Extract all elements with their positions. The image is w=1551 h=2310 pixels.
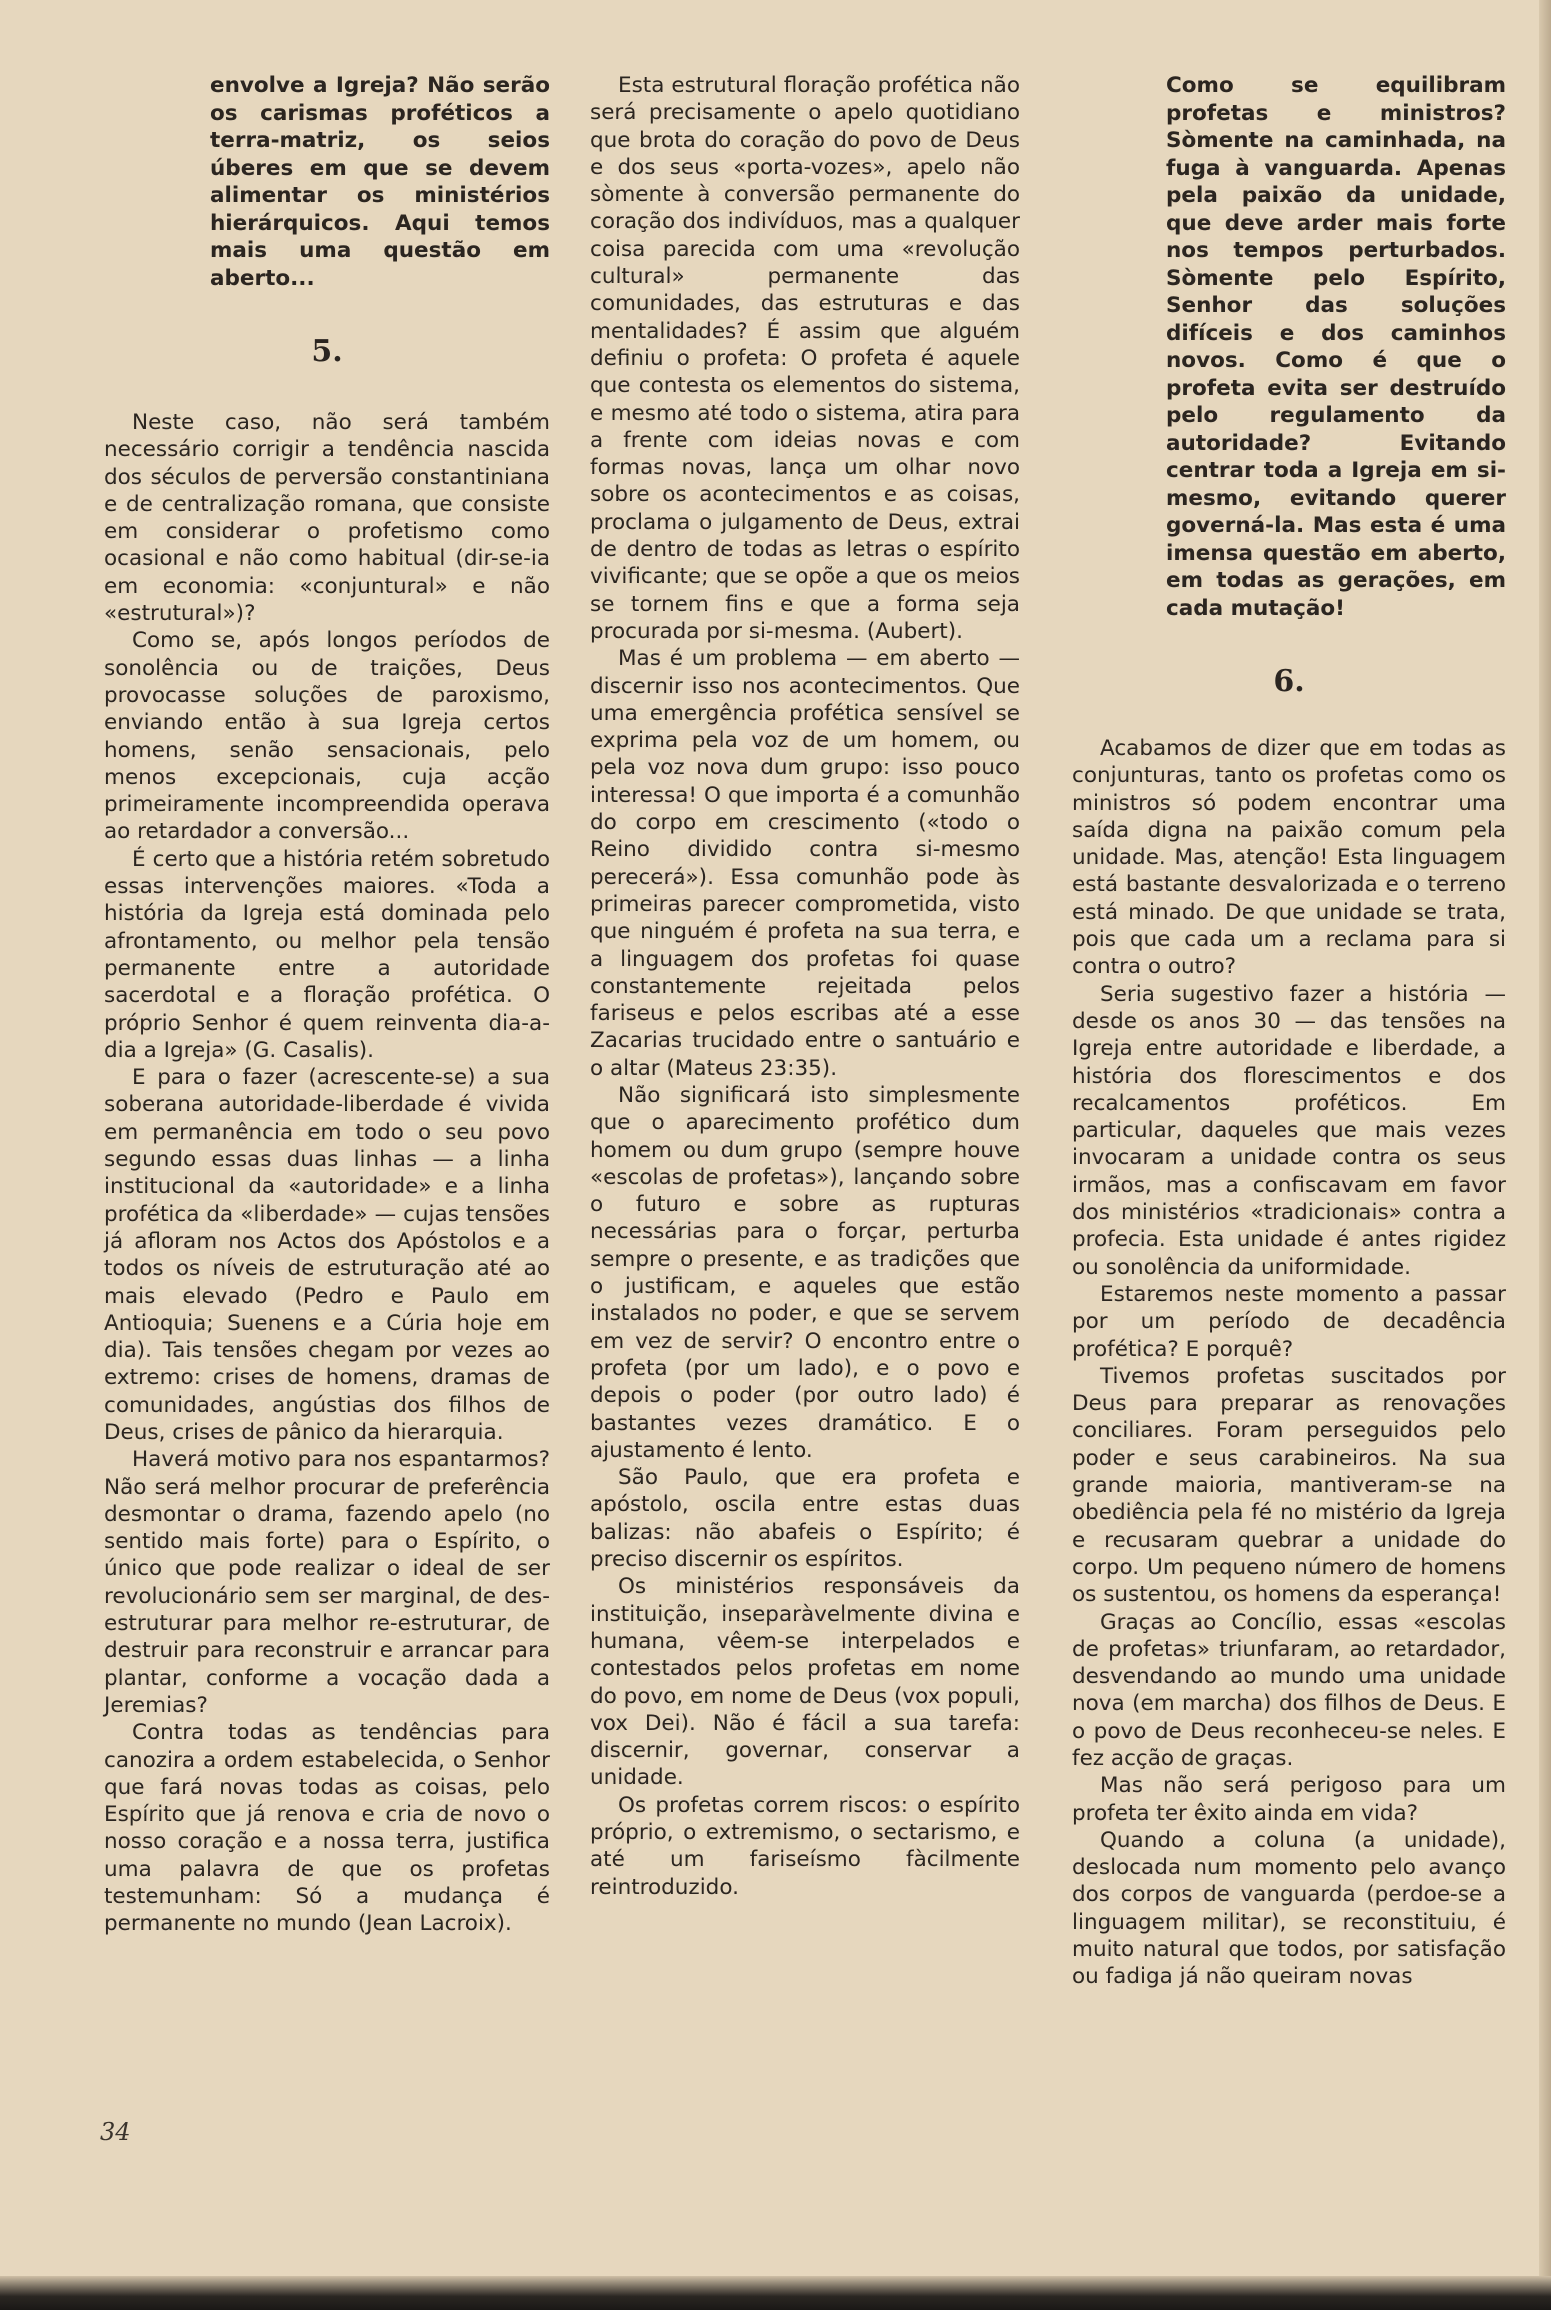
paragraph: Seria sugestivo fazer a história — desde os anos 30 — das tensões na Igreja entre autoridade e liberdade, a história dos florescimentos e dos recalcamentos proféticos. Em particular, daqueles que mais vezes invocaram a unidade contra os seus irmãos, mas a confiscavam em favor dos ministérios «tradicionais» contra a profecia. Esta unidade é antes rigidez ou sonolência da uniformidade. (1072, 981, 1506, 1280)
paragraph: Esta estrutural floração profética não será precisamente o apelo quotidiano que brota do coração do povo de Deus e dos seus «porta-vozes», apelo não sòmente à conversão permanente do coração dos indivíduos, mas a qualquer coisa parecida com uma «revolução cultural» permanente das comunidades, das estruturas e das mentalidades? É assim que alguém definiu o profeta: O profeta é aquele que contesta os elementos do sistema, e mesmo até todo o sistema, atira para a frente com ideias novas e com formas novas, lança um olhar novo sobre os acontecimentos e as coisas, proclama o julgamento de Deus, extrai de dentro de todas as letras o espírito vivificante; que se opõe a que os meios se tornem fins e que a forma seja procurada por si-mesma. (Aubert). (590, 73, 1020, 644)
paragraph: E para o fazer (acrescente-se) a sua soberana autoridade-liberdade é vivida em permanência em todo o seu povo segundo essas duas linhas — a linha institucional da «autoridade» e a linha profética da «liberdade» — cujas tensões já afloram nos Actos dos Apóstolos e a todos os níveis de estruturação até ao mais elevado (Pedro e Paulo em Antioquia; Suenens e a Cúria hoje em dia). Tais tensões chegam por vezes ao extremo: crises de homens, dramas de comunidades, angústias dos filhos de Deus, crises de pânico da hierarquia. (104, 1065, 550, 1445)
text-column-1 (104, 72, 550, 1938)
paragraph: Tivemos profetas suscitados por Deus para preparar as renovações conciliares. Foram perseguidos pelo poder e seus carabineiros. Na sua grande maioria, mantiveram-se na obediência pela fé no mistério da Igreja e recusaram quebrar a unidade do corpo. Um pequeno número de homens os sustentou, os homens da esperança! (1072, 1363, 1506, 1608)
paragraph: Neste caso, não será também necessário corrigir a tendência nascida dos séculos de perversão constantiniana e de centralização romana, que consiste em considerar o profetismo como ocasional e não como habitual (dir-se-ia em economia: «conjuntural» e não «estrutural»)? (104, 410, 550, 627)
paragraph: Mas não será perigoso para um profeta ter êxito ainda em vida? (1072, 1773, 1506, 1826)
text-column-3 (1072, 72, 1506, 1991)
paragraph: Acabamos de dizer que em todas as conjunturas, tanto os profetas como os ministros só podem encontrar uma saída digna na paixão comum pela unidade. Mas, atenção! Esta linguagem está bastante desvalorizada e o terreno está minado. De que unidade se trata, pois que cada um a reclama para si contra o outro? (1072, 736, 1506, 980)
paragraph: Haverá motivo para nos espantarmos? Não será melhor procurar de preferência desmontar o drama, fazendo apelo (no sentido mais forte) para o Espírito, o único que pode realizar o ideal de ser revolucionário sem ser marginal, de des-estruturar para melhor re-estruturar, de destruir para reconstruir e arrancar para plantar, conforme a vocação dada a Jeremias? (104, 1447, 550, 1718)
paragraph: Mas é um problema — em aberto — discernir isso nos acontecimentos. Que uma emergência profética sensível se exprima pela voz de um homem, ou pela voz nova dum grupo: isso pouco interessa! O que importa é a comunhão do corpo em crescimento («todo o Reino dividido contra si-mesmo perecerá»). Essa comunhão pode às primeiras parecer comprometida, visto que ninguém é profeta na sua terra, e a linguagem dos profetas foi quase constantemente rejeitada pelos fariseus e pelos escribas até a esse Zacarias trucidado entre o santuário e o altar (Mateus 23:35). (590, 646, 1020, 1081)
section-heading-6: 6. (1273, 664, 1305, 699)
paragraph: Não significará isto simplesmente que o aparecimento profético dum homem ou dum grupo (sempre houve «escolas de profetas»), lançando sobre o futuro e sobre as rupturas necessárias para o forçar, perturba sempre o presente, e as tradições que o justificam, e aqueles que estão instalados no poder, e que se servem em vez de servir? O encontro entre o profeta (por um lado), e o povo e depois o poder (por outro lado) é bastantes vezes dramático. E o ajustamento é lento. (590, 1082, 1020, 1463)
scan-bottom-edge (0, 2276, 1551, 2310)
paragraph: Como se, após longos períodos de sonolência ou de traições, Deus provocasse soluções de paroxismo, enviando então à sua Igreja certos homens, senão sensacionais, pelo menos excepcionais, cuja acção primeiramente incompreendida operava ao retardador a conversão... (104, 628, 550, 845)
paragraph: Graças ao Concílio, essas «escolas de profetas» triunfaram, ao retardador, desvendando ao mundo uma unidade nova (em marcha) dos filhos de Deus. E o povo de Deus reconheceu-se neles. E fez acção de graças. (1072, 1609, 1506, 1771)
paragraph: São Paulo, que era profeta e apóstolo, oscila entre estas duas balizas: não abafeis o Espírito; é preciso discernir os espíritos. (590, 1465, 1020, 1573)
paragraph: Contra todas as tendências para canozira a ordem estabelecida, o Senhor que fará novas todas as coisas, pelo Espírito que já renova e cria de novo o nosso coração e a nossa terra, justifica uma palavra de que os profetas testemunham: Só a mudança é permanente no mundo (Jean Lacroix). (104, 1720, 550, 1937)
column-intro-bold: Como se equilibram profetas e ministros? Sòmente na caminhada, na fuga à vanguarda. Apenas pela paixão da unidade, que deve arder mais forte nos tempos perturbados. Sòmente pelo Espírito, Senhor das soluções difíceis e dos caminhos novos. Como é que o profeta evita ser destruído pelo regulamento da autoridade? Evitando centrar toda a Igreja em si-mesmo, evitando querer governá-la. Mas esta é uma imensa questão em aberto, em todas as gerações, em cada mutação! (1166, 73, 1506, 621)
paragraph: É certo que a história retém sobretudo essas intervenções maiores. «Toda a história da Igreja está dominada pelo afrontamento, ou melhor pela tensão permanente entre a autoridade sacerdotal e a floração profética. O próprio Senhor é quem reinventa dia-a-dia a Igreja» (G. Casalis). (104, 846, 550, 1063)
page-number: 34 (100, 2118, 131, 2146)
paragraph: Quando a coluna (a unidade), deslocada num momento pelo avanço dos corpos de vanguarda (perdoe-se a linguagem militar), se reconstituiu, é muito natural que todos, por satisfação ou fadiga já não queiram novas (1072, 1827, 1506, 1990)
paragraph: Os profetas correm riscos: o espírito próprio, o extremismo, o sectarismo, e até um fariseísmo fàcilmente reintroduzido. (590, 1792, 1020, 1900)
paragraph: Estaremos neste momento a passar por um período de decadência profética? E porquê? (1072, 1281, 1506, 1362)
column-intro-bold: envolve a Igreja? Não serão os carismas proféticos a terra-matriz, os seios úberes em que se devem alimentar os ministérios hierárquicos. Aqui temos mais uma questão em aberto... (210, 73, 550, 291)
section-heading-5: 5. (311, 334, 343, 369)
page-edge-shadow (1539, 0, 1551, 2310)
text-column-2 (590, 72, 1020, 1901)
paragraph: Os ministérios responsáveis da instituição, inseparàvelmente divina e humana, vêem-se interpelados e contestados pelos profetas em nome do povo, em nome de Deus (vox populi, vox Dei). Não é fácil a sua tarefa: discernir, governar, conservar a unidade. (590, 1574, 1020, 1791)
